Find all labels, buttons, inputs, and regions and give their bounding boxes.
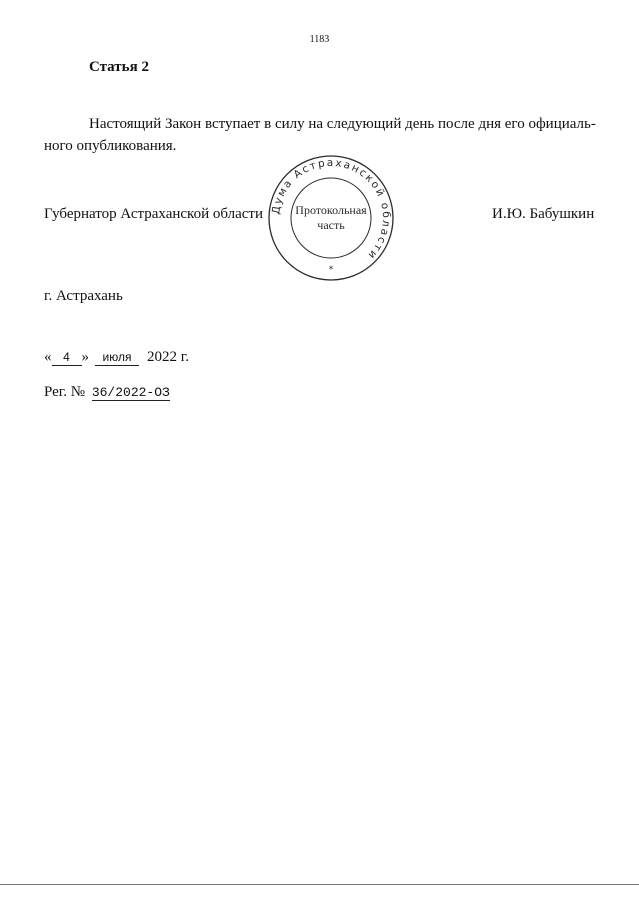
page-number: 1183 <box>309 34 330 45</box>
registration-label: Рег. № <box>44 384 86 400</box>
registration <box>44 384 170 401</box>
article-text-line-1: Настоящий Закон вступает в силу на следующий день после дня его официаль- <box>89 116 596 132</box>
date-month: июля <box>95 349 139 366</box>
date-open-quote: « <box>44 349 52 365</box>
official-seal <box>266 153 396 283</box>
article-text-line-2: ного опубликования. <box>44 138 177 154</box>
seal-star: * <box>328 265 334 275</box>
date-year: 2022 г. <box>147 349 189 365</box>
city-of-signing: г. Астрахань <box>44 288 123 304</box>
signing-date <box>44 349 189 366</box>
date-close-quote: » <box>81 349 89 365</box>
article-text <box>44 113 606 157</box>
seal-graphic <box>266 153 396 283</box>
seal-center-line-2: часть <box>317 218 345 232</box>
signatory-name: И.Ю. Бабушкин <box>492 206 595 222</box>
article-heading: Статья 2 <box>89 59 149 75</box>
bottom-edge-line <box>0 884 639 885</box>
date-day: 4 <box>52 349 82 366</box>
signatory-title: Губернатор Астраханской области <box>44 206 264 222</box>
seal-center-line-1: Протокольная <box>295 203 367 217</box>
seal-ring-text: Дума Астраханской области <box>269 156 393 263</box>
registration-number: 36/2022-ОЗ <box>91 385 170 400</box>
